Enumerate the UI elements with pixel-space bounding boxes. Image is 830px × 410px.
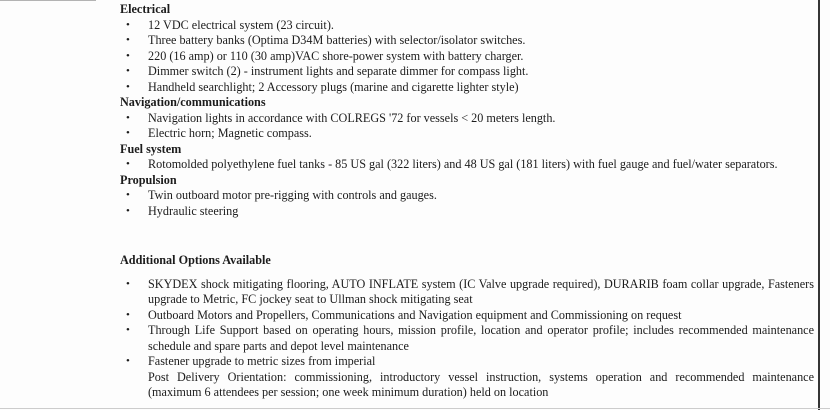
- page-bottom-edge: [0, 408, 830, 409]
- bullet-text: Outboard Motors and Propellers, Communications and Navigation equipment and Commissioning on request: [148, 307, 682, 322]
- bullet-icon: •: [126, 189, 130, 201]
- bullet-text: 220 (16 amp) or 110 (30 amp)VAC shore-power system with battery charger.: [148, 48, 524, 63]
- bullet-text: Hydraulic steering: [148, 203, 239, 218]
- list-item: [120, 188, 814, 204]
- section-heading: Additional Options Available: [120, 253, 271, 267]
- bullet-text: Navigation lights in accordance with COLREGS '72 for vessels < 20 meters length.: [148, 110, 556, 125]
- bullet-icon: •: [126, 65, 130, 77]
- post-delivery-note: Post Delivery Orientation: commissioning, introductory vessel instruction, systems operation and recommended maintenance (maximum 6 attendees per session; one week minimum duration) held on location: [148, 369, 814, 399]
- spec-section-propulsion: [120, 173, 814, 220]
- page-top-edge: [0, 0, 96, 1]
- bullet-text: Three battery banks (Optima D34M batteries) with selector/isolator switches.: [148, 33, 526, 47]
- spec-section-fuel-system: [120, 142, 814, 173]
- section-heading: Electrical: [120, 2, 171, 16]
- spec-section-electrical: [120, 2, 814, 95]
- list-item: [120, 308, 814, 324]
- bullet-icon: •: [126, 158, 130, 170]
- list-item: [120, 323, 814, 354]
- bullet-icon: •: [126, 355, 130, 367]
- bullet-icon: •: [126, 308, 130, 321]
- bullet-icon: •: [126, 34, 130, 46]
- bullet-text: Through Life Support based on operating hours, mission profile, location and operator profile; includes recommended maintenance schedule and spare parts and depot level maintenance: [148, 323, 814, 353]
- list-item: [120, 277, 814, 308]
- section-additional-options: [120, 253, 814, 401]
- spec-section-navigation-communications: [120, 95, 814, 142]
- document-content: [120, 2, 814, 401]
- bullet-icon: •: [126, 204, 130, 217]
- bullet-text: Electric horn; Magnetic compass.: [148, 126, 312, 140]
- bullet-icon: •: [126, 18, 130, 31]
- bullet-icon: •: [126, 80, 130, 93]
- list-item: [120, 111, 814, 127]
- list-item: [120, 157, 814, 173]
- bullet-text: Dimmer switch (2) - instrument lights and separate dimmer for compass light.: [148, 64, 529, 78]
- bullet-icon: •: [126, 111, 130, 124]
- list-item: [120, 64, 814, 80]
- list-item: [120, 354, 814, 401]
- page-right-edge: [818, 0, 820, 410]
- list-item: [120, 49, 814, 65]
- bullet-text: Twin outboard motor pre-rigging with controls and gauges.: [148, 188, 437, 202]
- bullet-icon: •: [126, 324, 130, 336]
- bullet-text: Rotomolded polyethylene fuel tanks - 85 US gal (322 liters) and 48 US gal (181 liters) with fuel gauge and fuel/water separators.: [148, 157, 778, 171]
- bullet-text: Fastener upgrade to metric sizes from imperial: [148, 354, 376, 368]
- bullet-icon: •: [126, 277, 130, 290]
- list-item: [120, 126, 814, 142]
- bullet-text: Handheld searchlight; 2 Accessory plugs (marine and cigarette lighter style): [148, 79, 519, 94]
- bullet-icon: •: [126, 127, 130, 139]
- list-item: [120, 33, 814, 49]
- list-item: [120, 80, 814, 96]
- section-heading: Navigation/communications: [120, 95, 266, 109]
- bullet-text: 12 VDC electrical system (23 circuit).: [148, 17, 334, 32]
- section-heading: Fuel system: [120, 141, 182, 156]
- bullet-text: SKYDEX shock mitigating flooring, AUTO INFLATE system (IC Valve upgrade required), DURARIB foam collar upgrade, Fasteners upgrade to Metric, FC jockey seat to Ullman shock mitigating seat: [148, 276, 814, 306]
- list-item: [120, 204, 814, 220]
- list-item: [120, 18, 814, 34]
- section-heading: Propulsion: [120, 172, 177, 187]
- bullet-icon: •: [126, 49, 130, 62]
